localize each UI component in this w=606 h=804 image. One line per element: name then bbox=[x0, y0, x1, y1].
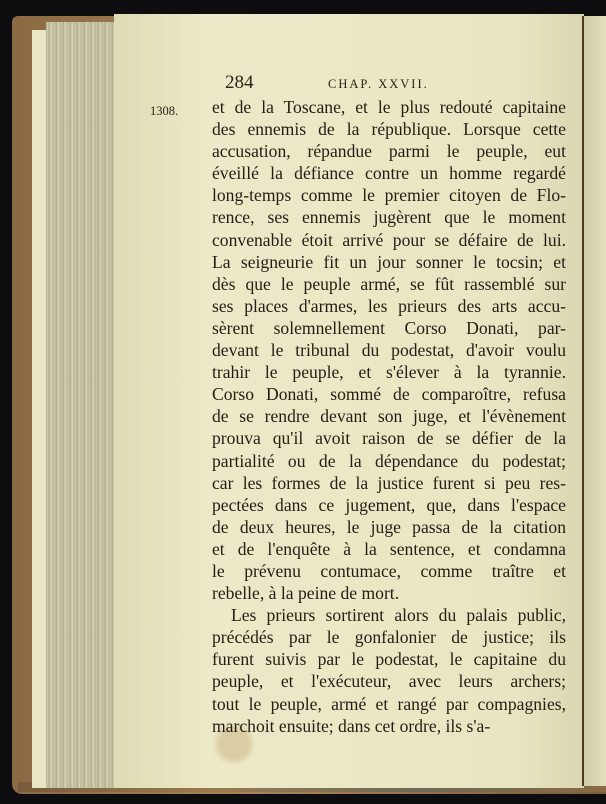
text-line: car les formes de la justice furent si peu res- bbox=[212, 472, 566, 493]
text-line: de se rendre devant son juge, et l'évènement bbox=[212, 406, 566, 427]
facing-page bbox=[584, 16, 606, 786]
text-line: ses places d'armes, les prieurs des arts accu- bbox=[212, 295, 566, 316]
running-head bbox=[225, 74, 565, 94]
body-text bbox=[212, 96, 566, 737]
text-line: peuple, et l'exécuteur, avec leurs archers; bbox=[212, 671, 566, 692]
text-line: et de l'enquête à la sentence, et condamna bbox=[212, 538, 566, 559]
text-line: de deux heures, le juge passa de la citation bbox=[212, 516, 566, 537]
text-line: précédés par le gonfalonier de justice; ils bbox=[212, 627, 566, 648]
text-line: le prévenu contumace, comme traître et bbox=[212, 560, 566, 581]
text-line: La seigneurie fit un jour sonner le tocsin; et bbox=[212, 251, 566, 272]
text-line: et de la Toscane, et le plus redouté capitaine bbox=[212, 97, 566, 117]
text-line: trahir le peuple, et s'élever à la tyrannie. bbox=[212, 362, 566, 383]
text-line: convenable étoit arrivé pour se défaire de lui. bbox=[212, 229, 566, 250]
chapter-heading: CHAP. XXVII. bbox=[328, 77, 429, 91]
text-line: éveillé la défiance contre un homme regardé bbox=[212, 163, 566, 184]
text-line: rence, ses ennemis jugèrent que le moment bbox=[212, 207, 566, 228]
text-line: marchoit ensuite; dans cet ordre, ils s'a- bbox=[212, 715, 491, 736]
text-line: devant le tribunal du podestat, d'avoir voulu bbox=[212, 340, 566, 361]
text-line: long-temps comme le premier citoyen de Flo- bbox=[212, 185, 566, 206]
text-line: Corso Donati, sommé de comparoître, refusa bbox=[212, 384, 566, 405]
text-line: accusation, répandue parmi le peuple, eut bbox=[212, 141, 566, 162]
text-line: sèrent solemnellement Corso Donati, par- bbox=[212, 317, 566, 338]
page-edges bbox=[46, 22, 116, 788]
text-line: prouva qu'il avoit raison de se défier de la bbox=[212, 428, 566, 449]
text-line: dès que le peuple armé, se fût rassemblé sur bbox=[212, 273, 566, 294]
margin-date-note: 1308. bbox=[150, 104, 179, 118]
text-line: Les prieurs sortirent alors du palais public, bbox=[231, 605, 566, 626]
text-line: pectées dans ce jugement, que, dans l'espace bbox=[212, 494, 566, 515]
text-line: rebelle, à la peine de mort. bbox=[212, 583, 400, 604]
text-line: furent suivis par le podestat, le capitaine du bbox=[212, 649, 566, 670]
text-line: partialité ou de la dépendance du podestat; bbox=[212, 450, 566, 471]
text-line: tout le peuple, armé et rangé par compagnies, bbox=[212, 693, 566, 714]
text-line: des ennemis de la république. Lorsque cette bbox=[212, 119, 566, 140]
page-number: 284 bbox=[225, 72, 254, 93]
